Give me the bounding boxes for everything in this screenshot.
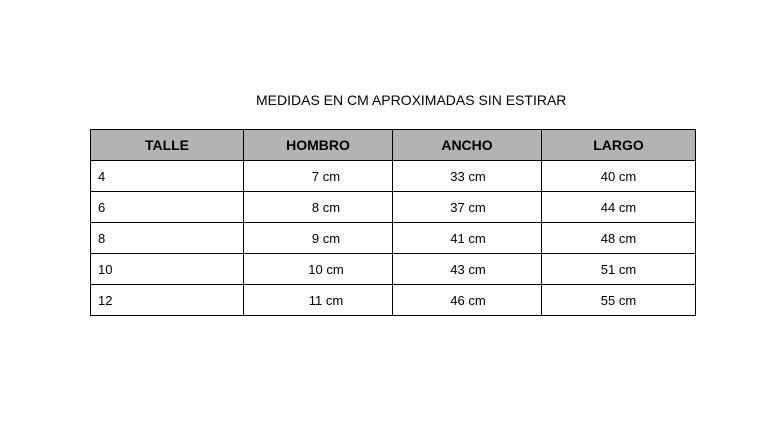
size-table bbox=[90, 129, 696, 316]
header-talle: TALLE bbox=[91, 130, 244, 161]
cell-largo: 51 cm bbox=[542, 254, 696, 285]
cell-hombro: 10 cm bbox=[244, 254, 393, 285]
table-row bbox=[91, 223, 696, 254]
cell-talle: 4 bbox=[91, 161, 244, 192]
cell-hombro: 8 cm bbox=[244, 192, 393, 223]
cell-talle: 10 bbox=[91, 254, 244, 285]
cell-ancho: 33 cm bbox=[393, 161, 542, 192]
cell-hombro: 9 cm bbox=[244, 223, 393, 254]
table-header-row bbox=[91, 130, 696, 161]
page-title: MEDIDAS EN CM APROXIMADAS SIN ESTIRAR bbox=[256, 92, 567, 108]
cell-talle: 8 bbox=[91, 223, 244, 254]
cell-largo: 44 cm bbox=[542, 192, 696, 223]
cell-ancho: 37 cm bbox=[393, 192, 542, 223]
cell-largo: 40 cm bbox=[542, 161, 696, 192]
cell-ancho: 46 cm bbox=[393, 285, 542, 316]
cell-largo: 55 cm bbox=[542, 285, 696, 316]
cell-largo: 48 cm bbox=[542, 223, 696, 254]
header-ancho: ANCHO bbox=[393, 130, 542, 161]
header-hombro: HOMBRO bbox=[244, 130, 393, 161]
table-row bbox=[91, 161, 696, 192]
table-row bbox=[91, 254, 696, 285]
cell-hombro: 11 cm bbox=[244, 285, 393, 316]
cell-talle: 12 bbox=[91, 285, 244, 316]
cell-ancho: 41 cm bbox=[393, 223, 542, 254]
table-row bbox=[91, 285, 696, 316]
cell-talle: 6 bbox=[91, 192, 244, 223]
header-largo: LARGO bbox=[542, 130, 696, 161]
cell-ancho: 43 cm bbox=[393, 254, 542, 285]
cell-hombro: 7 cm bbox=[244, 161, 393, 192]
table-row bbox=[91, 192, 696, 223]
